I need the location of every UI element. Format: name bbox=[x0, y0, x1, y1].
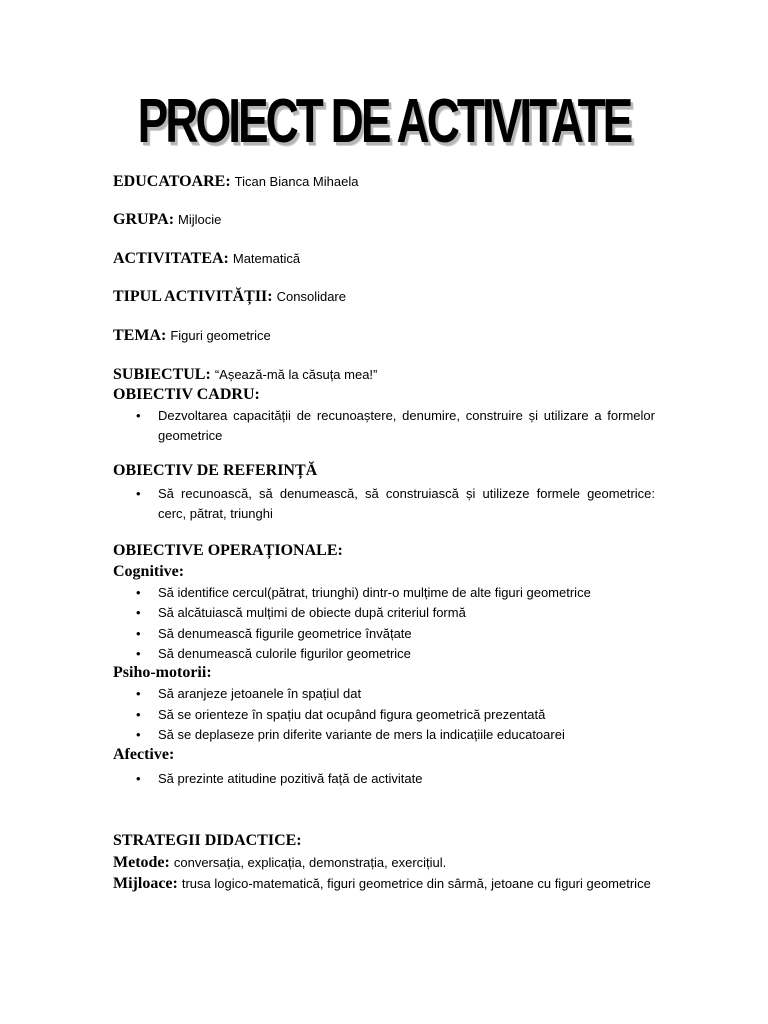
heading-obiectiv-cadru: OBIECTIV CADRU: bbox=[113, 386, 260, 403]
field-label: EDUCATOARE: bbox=[113, 173, 231, 190]
heading-obiectiv-referinta: OBIECTIV DE REFERINȚĂ bbox=[113, 462, 318, 479]
list-item: • Dezvoltarea capacității de recunoaștere, denumire, construire și utilizare a formelor geometrice bbox=[158, 406, 655, 446]
field-tipul-activitatii bbox=[113, 288, 346, 306]
mijloace-label: Mijloace: bbox=[113, 875, 178, 892]
field-activitatea bbox=[113, 250, 300, 268]
field-value: Consolidare bbox=[276, 289, 346, 304]
field-subiectul bbox=[113, 366, 377, 384]
heading-psiho-motorii: Psiho-motorii: bbox=[113, 664, 212, 681]
list-item: • Să alcătuiască mulțimi de obiecte după criteriul formă bbox=[158, 603, 655, 623]
field-label: ACTIVITATEA: bbox=[113, 250, 229, 267]
mijloace-value: trusa logico-matematică, figuri geometrice din sârmă, jetoane cu figuri geometrice bbox=[181, 876, 651, 891]
field-grupa bbox=[113, 211, 221, 229]
document-title: PROIECT DE ACTIVITATE bbox=[137, 87, 631, 156]
heading-strategii-didactice: STRATEGII DIDACTICE: bbox=[113, 832, 302, 849]
list-item: • Să denumească figurile geometrice învățate bbox=[158, 624, 655, 644]
heading-obiective-operationale: OBIECTIVE OPERAȚIONALE: bbox=[113, 542, 343, 559]
field-educatoare bbox=[113, 173, 358, 191]
list-item: • Să se deplaseze prin diferite variante de mers la indicațiile educatoarei bbox=[158, 725, 655, 745]
list-item: • Să denumească culorile figurilor geometrice bbox=[158, 644, 655, 664]
list-item: • Să identifice cercul(pătrat, triunghi) dintr-o mulțime de alte figuri geometrice bbox=[158, 583, 655, 603]
metode-value: conversația, explicația, demonstrația, exercițiul. bbox=[173, 855, 447, 870]
field-tema bbox=[113, 327, 271, 345]
heading-afective: Afective: bbox=[113, 746, 175, 763]
strategii-mijloace bbox=[113, 874, 655, 894]
field-label: SUBIECTUL: bbox=[113, 366, 211, 383]
field-label: GRUPA: bbox=[113, 211, 175, 228]
metode-label: Metode: bbox=[113, 854, 170, 871]
field-value: Mijlocie bbox=[178, 212, 222, 227]
field-value: Tican Bianca Mihaela bbox=[234, 174, 359, 189]
list-item: • Să prezinte atitudine pozitivă față de activitate bbox=[158, 769, 655, 789]
heading-cognitive: Cognitive: bbox=[113, 563, 185, 580]
strategii-metode bbox=[113, 853, 655, 873]
field-label: TEMA: bbox=[113, 327, 167, 344]
field-value: “Așează-mă la căsuța mea!” bbox=[214, 367, 378, 382]
list-item: • Să se orienteze în spațiu dat ocupând figura geometrică prezentată bbox=[158, 705, 655, 725]
field-label: TIPUL ACTIVITĂȚII: bbox=[113, 288, 273, 305]
field-value: Matematică bbox=[232, 251, 301, 266]
field-value: Figuri geometrice bbox=[170, 328, 271, 343]
list-item: • Să recunoască, să denumească, să construiască și utilizeze formele geometrice: cerc, pătrat, triunghi bbox=[158, 484, 655, 524]
list-item: • Să aranjeze jetoanele în spațiul dat bbox=[158, 684, 655, 704]
